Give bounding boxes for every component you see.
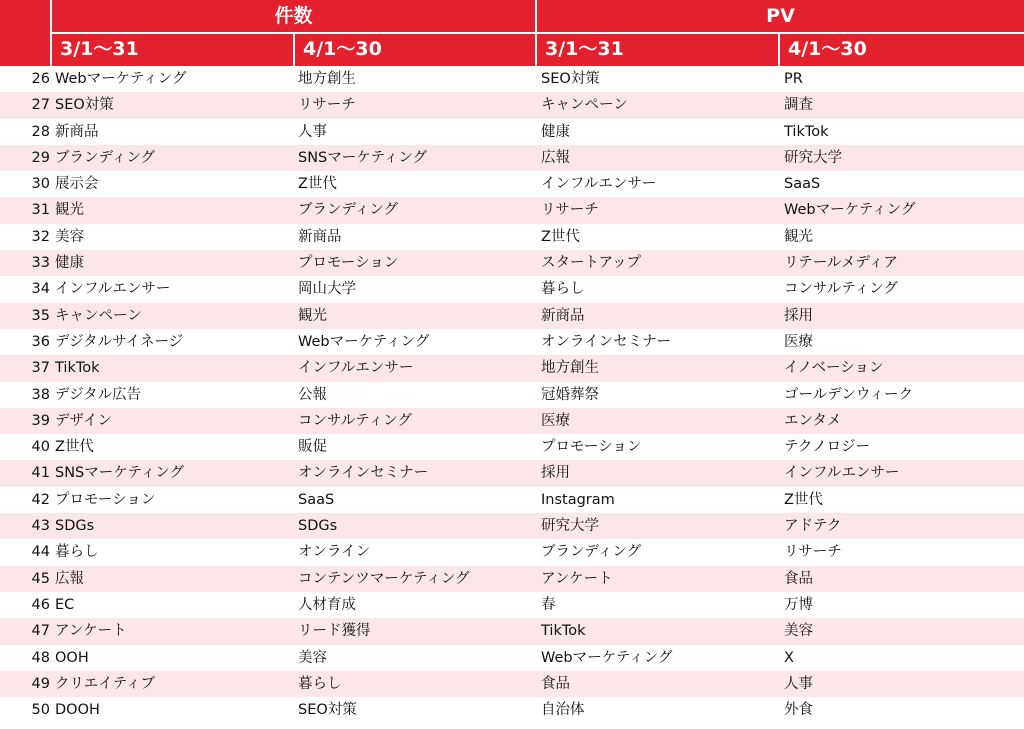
pv-march-cell: ブランディング <box>541 544 642 561</box>
pv-april-cell: 美容 <box>784 623 813 640</box>
pv-april-cell: インフルエンサー <box>784 465 900 482</box>
pv-march-cell: 健康 <box>541 123 570 140</box>
pv-april-cell: Z世代 <box>784 491 823 508</box>
count-march-cell: 観光 <box>55 202 84 219</box>
pv-march-cell: 食品 <box>541 675 570 692</box>
pv-april-cell: X <box>784 649 794 666</box>
table-row <box>0 171 1024 197</box>
pv-april-cell: コンサルティング <box>784 281 898 298</box>
rank-cell: 34 <box>31 281 50 298</box>
pv-march-cell: プロモーション <box>541 439 642 456</box>
table-row <box>0 697 1024 723</box>
header-divider <box>778 33 780 66</box>
count-march-cell: SEO対策 <box>55 97 114 114</box>
count-april-cell: 人材育成 <box>298 596 356 613</box>
count-march-cell: 広報 <box>55 570 84 587</box>
rank-cell: 44 <box>31 544 50 561</box>
pv-march-cell: 研究大学 <box>541 518 599 535</box>
table-row <box>0 355 1024 381</box>
pv-april-cell: 食品 <box>784 570 813 587</box>
table-row <box>0 145 1024 171</box>
pv-march-cell: Z世代 <box>541 228 580 245</box>
count-april-cell: Webマーケティング <box>298 333 430 350</box>
count-march-cell: デジタル広告 <box>55 386 142 403</box>
pv-april-cell: 外食 <box>784 702 813 719</box>
count-april-cell: 新商品 <box>298 228 342 245</box>
rank-cell: 29 <box>31 149 50 166</box>
pv-march-cell: 新商品 <box>541 307 585 324</box>
rank-cell: 48 <box>31 649 50 666</box>
table-row <box>0 618 1024 644</box>
count-april-cell: ブランディング <box>298 202 399 219</box>
header-count-april: 4/1～30 <box>295 33 535 66</box>
pv-april-cell: ゴールデンウィーク <box>784 386 914 403</box>
pv-april-cell: エンタメ <box>784 412 842 429</box>
rank-cell: 41 <box>31 465 50 482</box>
count-april-cell: 販促 <box>298 439 327 456</box>
count-april-cell: SaaS <box>298 491 335 508</box>
count-march-cell: OOH <box>55 649 89 666</box>
rank-cell: 46 <box>31 596 50 613</box>
pv-april-cell: 研究大学 <box>784 149 842 166</box>
table-row <box>0 592 1024 618</box>
count-april-cell: 地方創生 <box>298 71 356 87</box>
pv-march-cell: 春 <box>541 596 556 613</box>
count-march-cell: TikTok <box>55 360 100 377</box>
count-march-cell: 暮らし <box>55 544 99 561</box>
rank-cell: 40 <box>31 439 50 456</box>
pv-april-cell: アドテク <box>784 518 842 535</box>
header-divider <box>52 32 1024 34</box>
pv-march-cell: 地方創生 <box>541 360 599 377</box>
pv-april-cell: テクノロジー <box>784 439 871 456</box>
pv-march-cell: キャンペーン <box>541 97 628 114</box>
rank-cell: 28 <box>31 123 50 140</box>
table-body <box>0 66 1024 723</box>
pv-april-cell: PR <box>784 71 803 87</box>
pv-march-cell: SEO対策 <box>541 71 600 87</box>
count-march-cell: Z世代 <box>55 439 94 456</box>
count-march-cell: DOOH <box>55 702 100 719</box>
count-april-cell: リサーチ <box>298 97 356 114</box>
count-march-cell: 美容 <box>55 228 84 245</box>
pv-april-cell: 人事 <box>784 675 813 692</box>
pv-march-cell: 自治体 <box>541 702 585 719</box>
count-march-cell: プロモーション <box>55 491 156 508</box>
count-april-cell: リード獲得 <box>298 623 371 640</box>
table-row <box>0 460 1024 486</box>
rank-cell: 38 <box>31 386 50 403</box>
pv-april-cell: 採用 <box>784 307 813 324</box>
pv-march-cell: Instagram <box>541 491 615 508</box>
header-group-pv: PV <box>537 0 1024 33</box>
header-pv-march: 3/1～31 <box>537 33 778 66</box>
count-march-cell: 健康 <box>55 255 84 272</box>
table-row <box>0 92 1024 118</box>
pv-april-cell: SaaS <box>784 176 821 193</box>
table-row <box>0 276 1024 302</box>
rank-cell: 49 <box>31 675 50 692</box>
pv-march-cell: Webマーケティング <box>541 649 673 666</box>
count-april-cell: SDGs <box>298 518 338 535</box>
pv-march-cell: 広報 <box>541 149 570 166</box>
table-row <box>0 382 1024 408</box>
table-row <box>0 434 1024 460</box>
rank-cell: 26 <box>31 71 50 87</box>
count-march-cell: Webマーケティング <box>55 71 187 87</box>
pv-march-cell: 医療 <box>541 412 570 429</box>
table-header <box>0 0 1024 66</box>
pv-april-cell: 観光 <box>784 228 813 245</box>
header-count-march: 3/1～31 <box>52 33 293 66</box>
rank-cell: 36 <box>31 333 50 350</box>
table-row <box>0 66 1024 92</box>
pv-march-cell: TikTok <box>541 623 586 640</box>
rank-cell: 32 <box>31 228 50 245</box>
count-april-cell: コンサルティング <box>298 412 412 429</box>
table-row <box>0 487 1024 513</box>
pv-april-cell: 調査 <box>784 97 813 114</box>
rank-cell: 43 <box>31 518 50 535</box>
count-april-cell: オンラインセミナー <box>298 465 429 482</box>
pv-april-cell: 万博 <box>784 596 813 613</box>
count-april-cell: プロモーション <box>298 255 399 272</box>
count-march-cell: EC <box>55 596 75 613</box>
count-march-cell: デジタルサイネージ <box>55 333 184 350</box>
count-april-cell: SEO対策 <box>298 702 357 719</box>
pv-april-cell: TikTok <box>784 123 829 140</box>
table-row <box>0 224 1024 250</box>
count-march-cell: アンケート <box>55 623 127 640</box>
pv-april-cell: リテールメディア <box>784 255 898 272</box>
header-divider <box>293 33 295 66</box>
pv-march-cell: 冠婚葬祭 <box>541 386 599 403</box>
table-row <box>0 671 1024 697</box>
rank-cell: 37 <box>31 360 50 377</box>
table-row <box>0 250 1024 276</box>
pv-march-cell: オンラインセミナー <box>541 333 672 350</box>
rank-cell: 30 <box>31 176 50 193</box>
table-row <box>0 303 1024 329</box>
rank-cell: 39 <box>31 412 50 429</box>
rank-cell: 47 <box>31 623 50 640</box>
count-march-cell: SDGs <box>55 518 95 535</box>
pv-march-cell: 採用 <box>541 465 570 482</box>
table-row <box>0 539 1024 565</box>
table-row <box>0 329 1024 355</box>
pv-march-cell: スタートアップ <box>541 255 642 272</box>
count-april-cell: SNSマーケティング <box>298 149 428 166</box>
count-march-cell: 新商品 <box>55 123 99 140</box>
pv-april-cell: Webマーケティング <box>784 202 916 219</box>
count-april-cell: 公報 <box>298 386 327 403</box>
pv-april-cell: イノベーション <box>784 360 884 377</box>
count-april-cell: 人事 <box>298 123 327 140</box>
pv-march-cell: アンケート <box>541 570 613 587</box>
count-march-cell: クリエイティブ <box>55 675 156 692</box>
count-april-cell: 岡山大学 <box>298 281 356 298</box>
count-april-cell: インフルエンサー <box>298 360 414 377</box>
count-march-cell: インフルエンサー <box>55 281 171 298</box>
count-april-cell: 暮らし <box>298 675 342 692</box>
rank-cell: 35 <box>31 307 50 324</box>
rank-cell: 31 <box>31 202 50 219</box>
pv-march-cell: インフルエンサー <box>541 176 657 193</box>
pv-april-cell: リサーチ <box>784 544 842 561</box>
header-pv-april: 4/1～30 <box>780 33 1024 66</box>
count-march-cell: SNSマーケティング <box>55 465 185 482</box>
count-march-cell: デザイン <box>55 412 112 429</box>
rank-cell: 42 <box>31 491 50 508</box>
pv-march-cell: 暮らし <box>541 281 585 298</box>
table-row <box>0 645 1024 671</box>
rank-cell: 50 <box>31 702 50 719</box>
table-row <box>0 119 1024 145</box>
count-march-cell: ブランディング <box>55 149 156 166</box>
count-march-cell: キャンペーン <box>55 307 142 324</box>
table-row <box>0 197 1024 223</box>
pv-march-cell: リサーチ <box>541 202 599 219</box>
count-april-cell: オンライン <box>298 544 371 561</box>
rank-cell: 33 <box>31 255 50 272</box>
count-april-cell: 美容 <box>298 649 327 666</box>
count-april-cell: 観光 <box>298 307 327 324</box>
table-row <box>0 408 1024 434</box>
header-group-count: 件数 <box>52 0 535 33</box>
table-row <box>0 566 1024 592</box>
rank-cell: 27 <box>31 97 50 114</box>
table-row <box>0 513 1024 539</box>
count-april-cell: Z世代 <box>298 176 337 193</box>
pv-april-cell: 医療 <box>784 333 813 350</box>
count-march-cell: 展示会 <box>55 176 99 193</box>
rank-cell: 45 <box>31 570 50 587</box>
header-corner <box>0 0 50 66</box>
count-april-cell: コンテンツマーケティング <box>298 570 470 587</box>
